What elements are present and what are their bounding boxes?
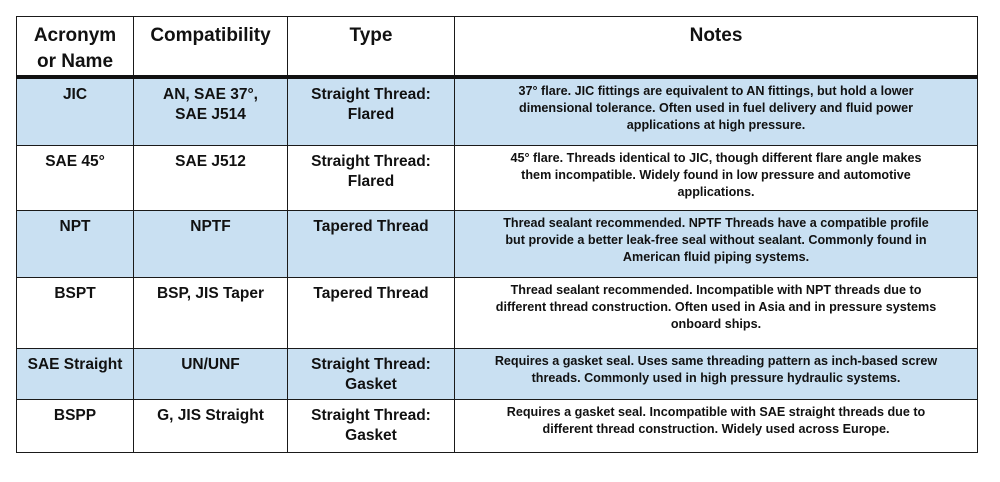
cell-notes-line: threads. Commonly used in high pressure hydraulic systems. — [531, 370, 901, 385]
cell-type — [288, 348, 455, 399]
cell-notes — [455, 399, 978, 452]
header-compatibility: Compatibility — [134, 17, 288, 78]
cell-notes-line: them incompatible. Widely found in low pressure and automotive — [521, 167, 911, 182]
cell-notes-line: Requires a gasket seal. Uses same threading pattern as inch-based screw — [494, 353, 938, 368]
cell-compatibility-line: SAE J514 — [175, 106, 246, 123]
fitting-types-table-container — [16, 16, 977, 453]
table-header — [17, 17, 978, 78]
header-notes: Notes — [455, 17, 978, 78]
cell-notes-line: dimensional tolerance. Often used in fuel delivery and fluid power — [519, 101, 913, 115]
cell-notes — [455, 145, 978, 210]
cell-notes-line: American fluid piping systems. — [622, 249, 810, 264]
cell-type — [288, 399, 455, 452]
table-row — [17, 145, 978, 210]
cell-compatibility — [134, 77, 288, 145]
cell-notes-line: onboard ships. — [670, 316, 762, 331]
cell-type-line: Gasket — [345, 375, 397, 393]
table-row — [17, 210, 978, 277]
cell-compatibility — [134, 277, 288, 348]
table-row — [17, 77, 978, 145]
cell-notes-line: Requires a gasket seal. Incompatible with SAE straight threads due to — [506, 404, 926, 419]
cell-compatibility — [134, 210, 288, 277]
cell-notes — [455, 277, 978, 348]
cell-compatibility-line: G, JIS Straight — [157, 406, 264, 424]
table-body — [17, 77, 978, 452]
header-type: Type — [288, 17, 455, 78]
cell-notes-line: Thread sealant recommended. Incompatible with NPT threads due to — [510, 282, 922, 297]
header-acronym-line-1: Acronym — [33, 25, 117, 46]
cell-compatibility-line: NPTF — [190, 217, 231, 235]
cell-acronym: SAE Straight — [17, 348, 134, 399]
cell-notes-line: different thread construction. Widely used across Europe. — [542, 421, 890, 436]
cell-compatibility — [134, 348, 288, 399]
cell-notes — [455, 210, 978, 277]
cell-acronym: SAE 45° — [17, 145, 134, 210]
cell-compatibility-line: BSP, JIS Taper — [156, 284, 265, 302]
cell-notes-line: but provide a better leak-free seal without sealant. Commonly found in — [505, 232, 927, 247]
cell-type — [288, 277, 455, 348]
cell-compatibility-line: AN, SAE 37°, — [163, 86, 258, 103]
cell-type-line: Tapered Thread — [313, 217, 429, 235]
cell-compatibility-line: UN/UNF — [181, 355, 240, 373]
cell-type — [288, 145, 455, 210]
table-row — [17, 399, 978, 452]
cell-compatibility-line: SAE J512 — [175, 152, 246, 170]
header-row — [17, 17, 978, 78]
cell-type-line: Straight Thread: — [311, 406, 431, 424]
table-row — [17, 348, 978, 399]
cell-acronym: JIC — [17, 77, 134, 145]
cell-type-line: Straight Thread: — [311, 86, 431, 103]
cell-type-line: Flared — [347, 172, 395, 190]
cell-acronym: BSPT — [17, 277, 134, 348]
cell-type-line: Tapered Thread — [313, 284, 429, 302]
cell-type-line: Flared — [347, 106, 395, 123]
header-acronym-line-2: or Name — [36, 51, 114, 72]
cell-notes — [455, 348, 978, 399]
table-row — [17, 277, 978, 348]
cell-notes-line: applications at high pressure. — [626, 118, 806, 132]
cell-acronym: NPT — [17, 210, 134, 277]
cell-acronym: BSPP — [17, 399, 134, 452]
cell-notes-line: 45° flare. Threads identical to JIC, though different flare angle makes — [510, 150, 922, 165]
cell-type-line: Straight Thread: — [311, 152, 431, 170]
cell-type-line: Straight Thread: — [311, 355, 431, 373]
cell-compatibility — [134, 145, 288, 210]
cell-type — [288, 210, 455, 277]
cell-type — [288, 77, 455, 145]
cell-compatibility — [134, 399, 288, 452]
cell-notes-line: applications. — [677, 184, 755, 199]
cell-type-line: Gasket — [345, 426, 397, 444]
fitting-types-table — [16, 16, 978, 453]
cell-notes-line: Thread sealant recommended. NPTF Threads have a compatible profile — [503, 215, 929, 230]
header-acronym — [17, 17, 134, 78]
cell-notes — [455, 77, 978, 145]
cell-notes-line: 37° flare. JIC fittings are equivalent to AN fittings, but hold a lower — [518, 84, 914, 98]
cell-notes-line: different thread construction. Often used in Asia and in pressure systems — [495, 299, 937, 314]
